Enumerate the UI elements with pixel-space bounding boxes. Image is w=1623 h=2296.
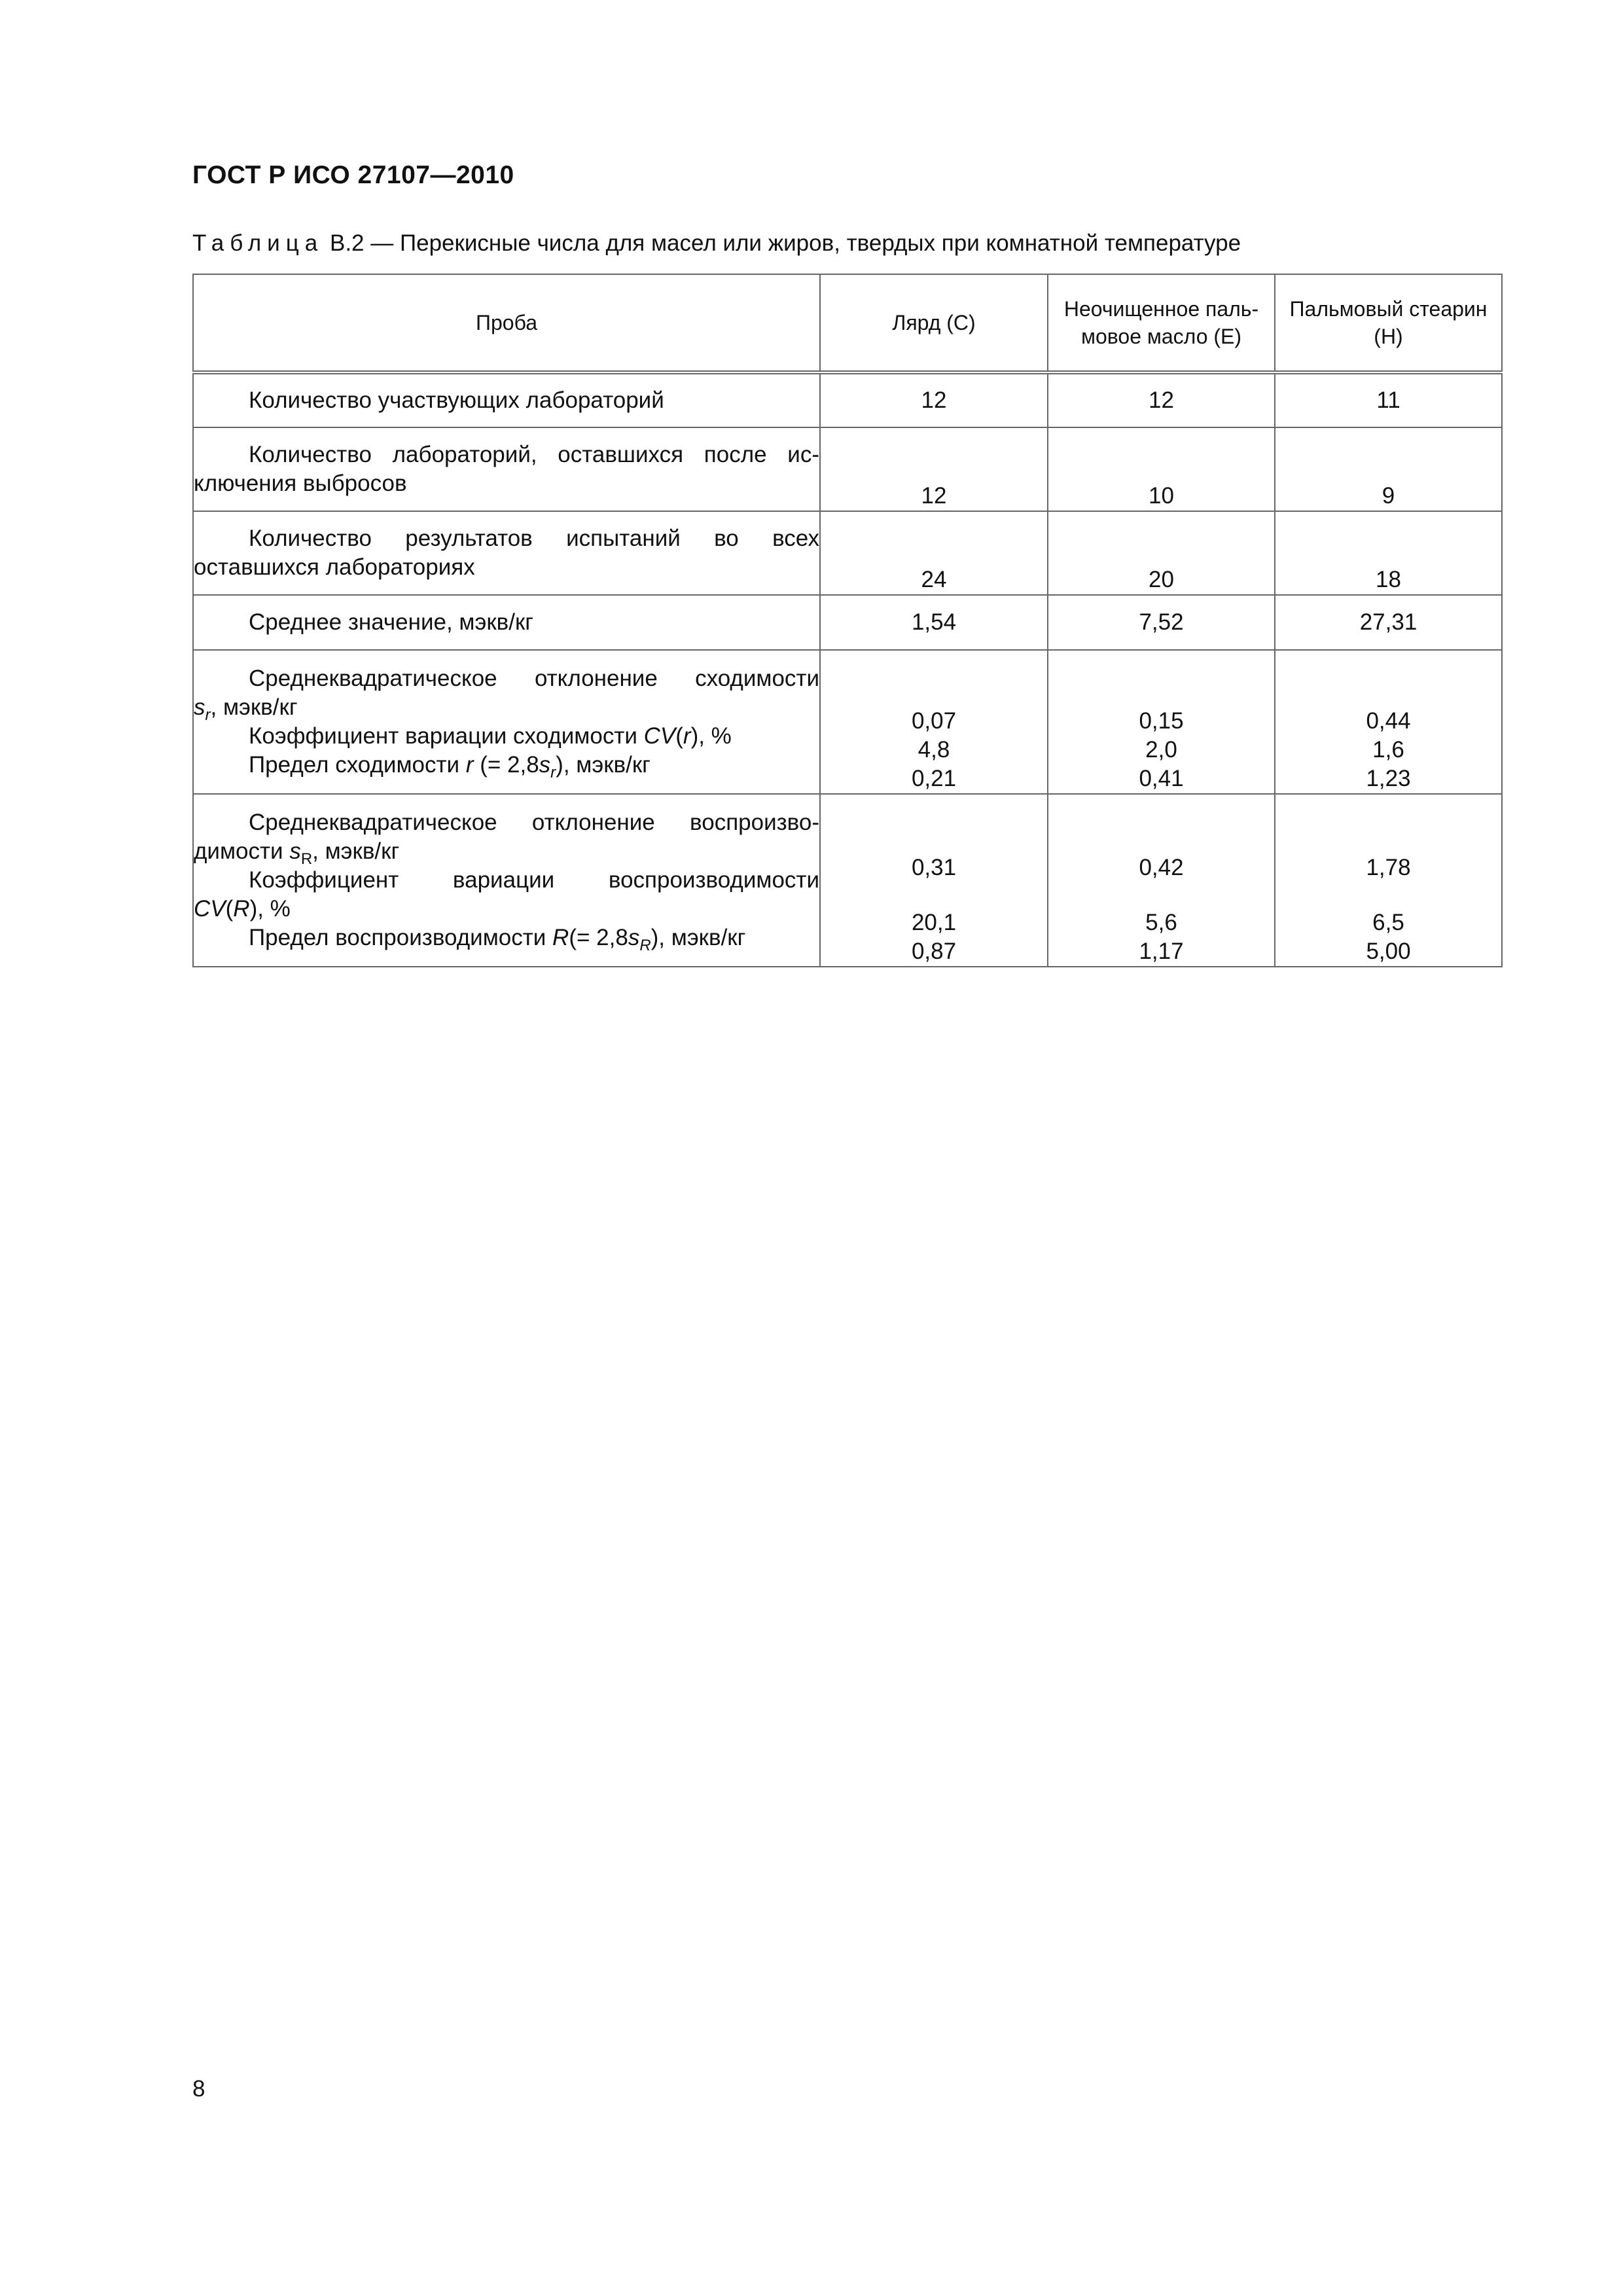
cell-stearin: 11 — [1275, 372, 1502, 427]
cell-stearin: 0,44 1,6 1,23 — [1275, 650, 1502, 794]
column-header-sample: Проба — [193, 274, 820, 372]
column-header-palm-stearin: Пальмовый стеарин (Н) — [1275, 274, 1502, 372]
table-caption — [192, 230, 1241, 257]
cell-palm: 0,15 2,0 0,41 — [1048, 650, 1275, 794]
cell-lard: 12 — [820, 372, 1048, 427]
row-label-repeatability: Среднеквадратическое отклонение сходимости $s_r$, мэкв/кг Коэффициент вариации сходимости CV(r), % Предел сходимости r (= $2,8s_r$), мэкв/кг — [193, 650, 820, 794]
table-row — [193, 794, 1502, 967]
table-row — [193, 595, 1502, 650]
cell-lard: 1,54 — [820, 595, 1048, 650]
row-label-labs: Количество участвующих лабораторий — [193, 372, 820, 427]
cell-palm: 0,42 5,6 1,17 — [1048, 794, 1275, 967]
document-header: ГОСТ Р ИСО 27107—2010 — [192, 161, 514, 189]
table-row — [193, 650, 1502, 794]
cell-lard: 0,31 20,1 0,87 — [820, 794, 1048, 967]
column-header-lard: Лярд (С) — [820, 274, 1048, 372]
row-label-results: Количество результатов испытаний во всех оставшихся лабораториях — [193, 511, 820, 595]
caption-number: В.2 — [329, 230, 365, 256]
table-row — [193, 372, 1502, 427]
table-row — [193, 511, 1502, 595]
row-label-mean: Среднее значение, мэкв/кг — [193, 595, 820, 650]
caption-prefix: Таблица — [192, 230, 324, 256]
cell-stearin: 9 — [1275, 427, 1502, 511]
cell-lard: 0,07 4,8 0,21 — [820, 650, 1048, 794]
column-header-palm-oil: Неочищенное паль- мовое масло (Е) — [1048, 274, 1275, 372]
cell-lard: 12 — [820, 427, 1048, 511]
cell-stearin: 1,78 6,5 5,00 — [1275, 794, 1502, 967]
page-number: 8 — [192, 2076, 205, 2102]
peroxide-values-table — [192, 274, 1503, 967]
cell-palm: 20 — [1048, 511, 1275, 595]
caption-text: — Перекисные числа для масел или жиров, твердых при комнатной температуре — [370, 230, 1241, 256]
table-row — [193, 427, 1502, 511]
cell-palm: 7,52 — [1048, 595, 1275, 650]
row-label-labs-after-outliers: Количество лабораторий, оставшихся после ис- ключения выбросов — [193, 427, 820, 511]
row-label-reproducibility: Среднеквадратическое отклонение воспроизво- димости $s_R$, мэкв/кг Коэффициент вариации воспроизводимости CV(R), % Предел воспроизводимости $R(= 2,8s_R)$, мэкв/кг — [193, 794, 820, 967]
cell-stearin: 18 — [1275, 511, 1502, 595]
table-header-row — [193, 274, 1502, 372]
cell-palm: 12 — [1048, 372, 1275, 427]
cell-lard: 24 — [820, 511, 1048, 595]
cell-palm: 10 — [1048, 427, 1275, 511]
cell-stearin: 27,31 — [1275, 595, 1502, 650]
